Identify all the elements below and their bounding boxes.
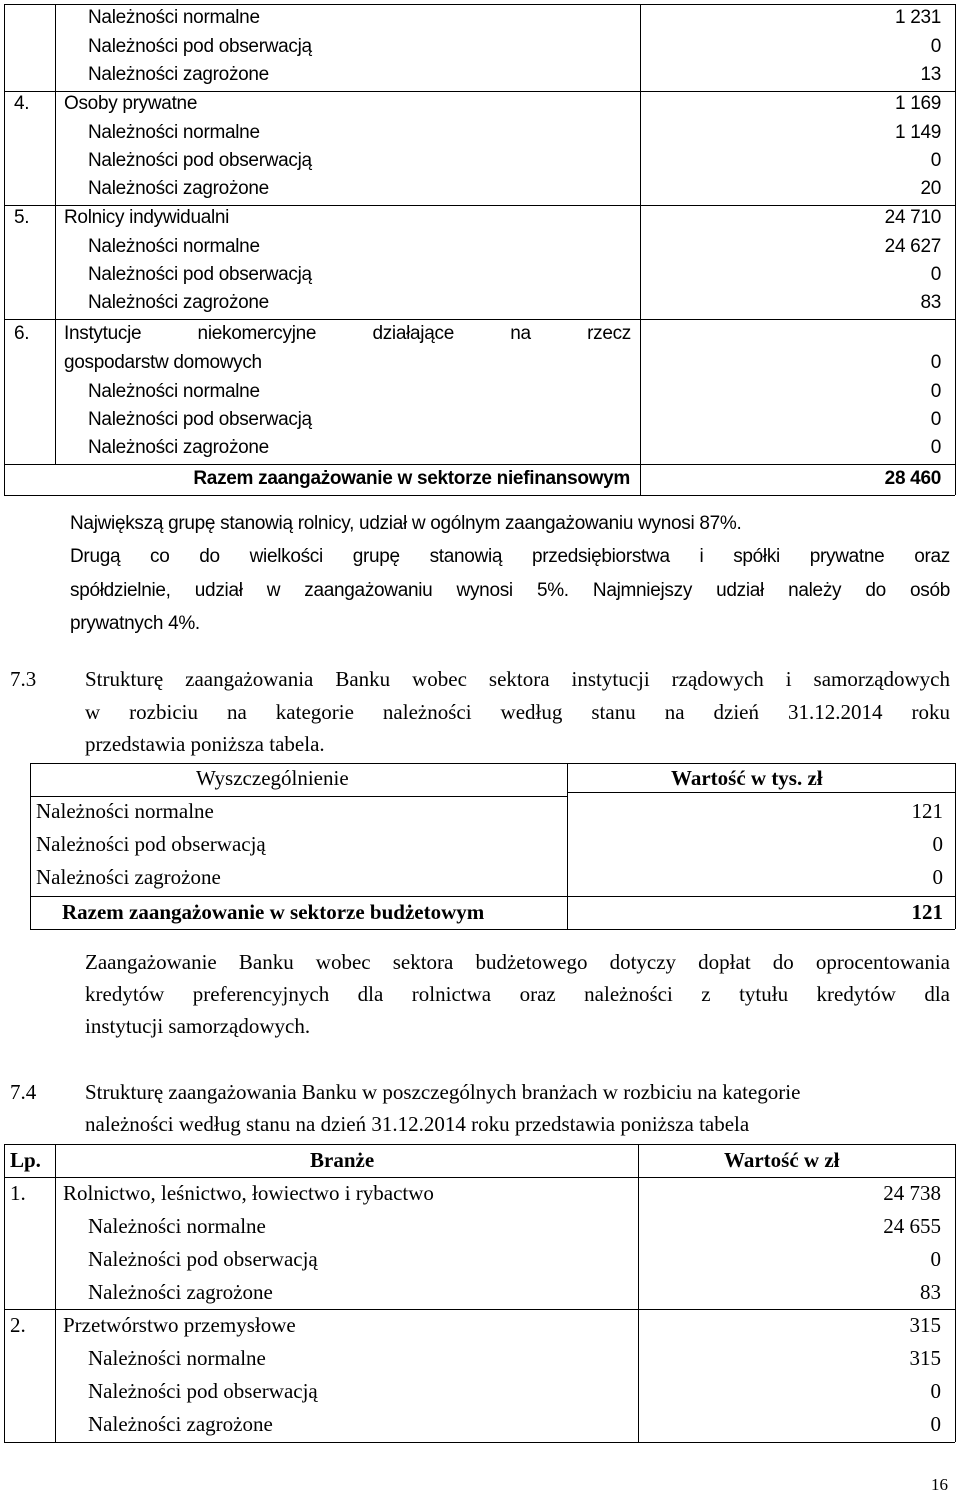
- row-label: Należności normalne: [88, 381, 260, 402]
- row-label: Przetwórstwo przemysłowe: [63, 1313, 296, 1337]
- section-number: 7.3: [10, 667, 37, 691]
- row-label: Należności normalne: [88, 122, 260, 143]
- table-header: Wartość w tys. zł: [671, 766, 823, 790]
- row-label: Osoby prywatne: [64, 93, 198, 114]
- row-lp: 1.: [10, 1181, 26, 1205]
- row-label: Należności zagrożone: [88, 437, 269, 458]
- row-value: 0: [930, 437, 941, 458]
- paragraph-line: Największą grupę stanowią rolnicy, udział w ogólnym zaangażowaniu wynosi 87%.: [70, 513, 742, 534]
- paragraph-line: Zaangażowanie Banku wobec sektora budżetowego dotyczy dopłat do oprocentowania: [85, 950, 950, 974]
- row-label: Należności normalne: [88, 1214, 266, 1238]
- total-label: Razem zaangażowanie w sektorze niefinansowym: [193, 468, 630, 489]
- row-lp: 6.: [14, 323, 30, 344]
- row-label: Należności zagrożone: [88, 1412, 273, 1436]
- row-label: Należności normalne: [88, 236, 260, 257]
- row-value: 24 710: [884, 207, 941, 228]
- paragraph-line: Drugą co do wielkości grupę stanowią przedsiębiorstwa i spółki prywatne oraz: [70, 546, 950, 567]
- section-line: Strukturę zaangażowania Banku wobec sektora instytucji rządowych i samorządowych: [85, 667, 950, 691]
- row-label: Należności normalne: [36, 799, 214, 823]
- row-value: 0: [932, 865, 943, 889]
- row-label: Należności zagrożone: [88, 1280, 273, 1304]
- table-niefinansowy: [0, 0, 960, 500]
- paragraph-line: spółdzielnie, udział w zaangażowaniu wynosi 5%. Najmniejszy udział należy do osób: [70, 580, 950, 601]
- table-header: Wartość w zł: [724, 1148, 840, 1172]
- row-label: Rolnicy indywidualni: [64, 207, 230, 228]
- paragraph-line: kredytów preferencyjnych dla rolnictwa oraz należności z tytułu kredytów dla: [85, 982, 950, 1006]
- section-line: Strukturę zaangażowania Banku w poszczególnych branżach w rozbiciu na kategorie: [85, 1080, 801, 1104]
- row-value: 24 738: [883, 1181, 941, 1205]
- paragraph-line: instytucji samorządowych.: [85, 1014, 311, 1038]
- row-label: Należności zagrożone: [88, 178, 269, 199]
- row-value: 0: [930, 381, 941, 402]
- row-value: 83: [920, 292, 941, 313]
- total-label: Razem zaangażowanie w sektorze budżetowym: [62, 900, 485, 924]
- row-value: 0: [930, 36, 941, 57]
- page-number: 16: [931, 1475, 948, 1494]
- table-budzetowy: [0, 760, 960, 935]
- total-value: 121: [911, 900, 943, 924]
- section-line: należności według stanu na dzień 31.12.2014 roku przedstawia poniższa tabela: [85, 1112, 750, 1136]
- row-label: Należności pod obserwacją: [88, 150, 312, 171]
- table-branze: [0, 1140, 960, 1450]
- row-value: 83: [920, 1280, 941, 1304]
- table-header: Wyszczególnienie: [196, 766, 349, 790]
- row-value: 315: [909, 1346, 941, 1370]
- row-label: Należności pod obserwacją: [88, 409, 312, 430]
- row-label: Instytucje niekomercyjne działające na rzecz: [64, 323, 631, 344]
- row-label: gospodarstw domowych: [64, 352, 262, 373]
- row-label: Należności pod obserwacją: [88, 1247, 318, 1271]
- row-value: 0: [930, 264, 941, 285]
- row-lp: 5.: [14, 207, 30, 228]
- row-lp: 2.: [10, 1313, 26, 1337]
- row-value: 0: [930, 1247, 941, 1271]
- section-number: 7.4: [10, 1080, 37, 1104]
- row-label: Należności normalne: [88, 1346, 266, 1370]
- row-value: 0: [932, 832, 943, 856]
- row-value: 20: [920, 178, 941, 199]
- row-value: 0: [930, 352, 941, 373]
- row-value: 1 231: [894, 7, 941, 28]
- row-label: Należności zagrożone: [88, 292, 269, 313]
- row-label: Należności pod obserwacją: [36, 832, 266, 856]
- row-label: Należności zagrożone: [36, 865, 221, 889]
- row-value: 24 655: [883, 1214, 941, 1238]
- row-value: 1 169: [894, 93, 941, 114]
- row-value: 0: [930, 409, 941, 430]
- row-label: Należności zagrożone: [88, 64, 269, 85]
- table-header: Branże: [310, 1148, 375, 1172]
- row-value: 13: [920, 64, 941, 85]
- row-value: 0: [930, 1412, 941, 1436]
- row-label: Należności normalne: [88, 7, 260, 28]
- row-value: 1 149: [894, 122, 941, 143]
- row-value: 315: [909, 1313, 941, 1337]
- row-label: Należności pod obserwacją: [88, 264, 312, 285]
- total-value: 28 460: [884, 468, 941, 489]
- row-value: 0: [930, 150, 941, 171]
- paragraph-line: prywatnych 4%.: [70, 613, 200, 634]
- row-label: Należności pod obserwacją: [88, 36, 312, 57]
- row-lp: 4.: [14, 93, 30, 114]
- section-line: w rozbiciu na kategorie należności według stanu na dzień 31.12.2014 roku: [85, 700, 950, 724]
- row-label: Należności pod obserwacją: [88, 1379, 318, 1403]
- row-label: Rolnictwo, leśnictwo, łowiectwo i rybactwo: [63, 1181, 434, 1205]
- row-value: 0: [930, 1379, 941, 1403]
- row-value: 121: [911, 799, 943, 823]
- section-line: przedstawia poniższa tabela.: [85, 732, 325, 756]
- table-header: Lp.: [10, 1148, 41, 1172]
- row-value: 24 627: [884, 236, 941, 257]
